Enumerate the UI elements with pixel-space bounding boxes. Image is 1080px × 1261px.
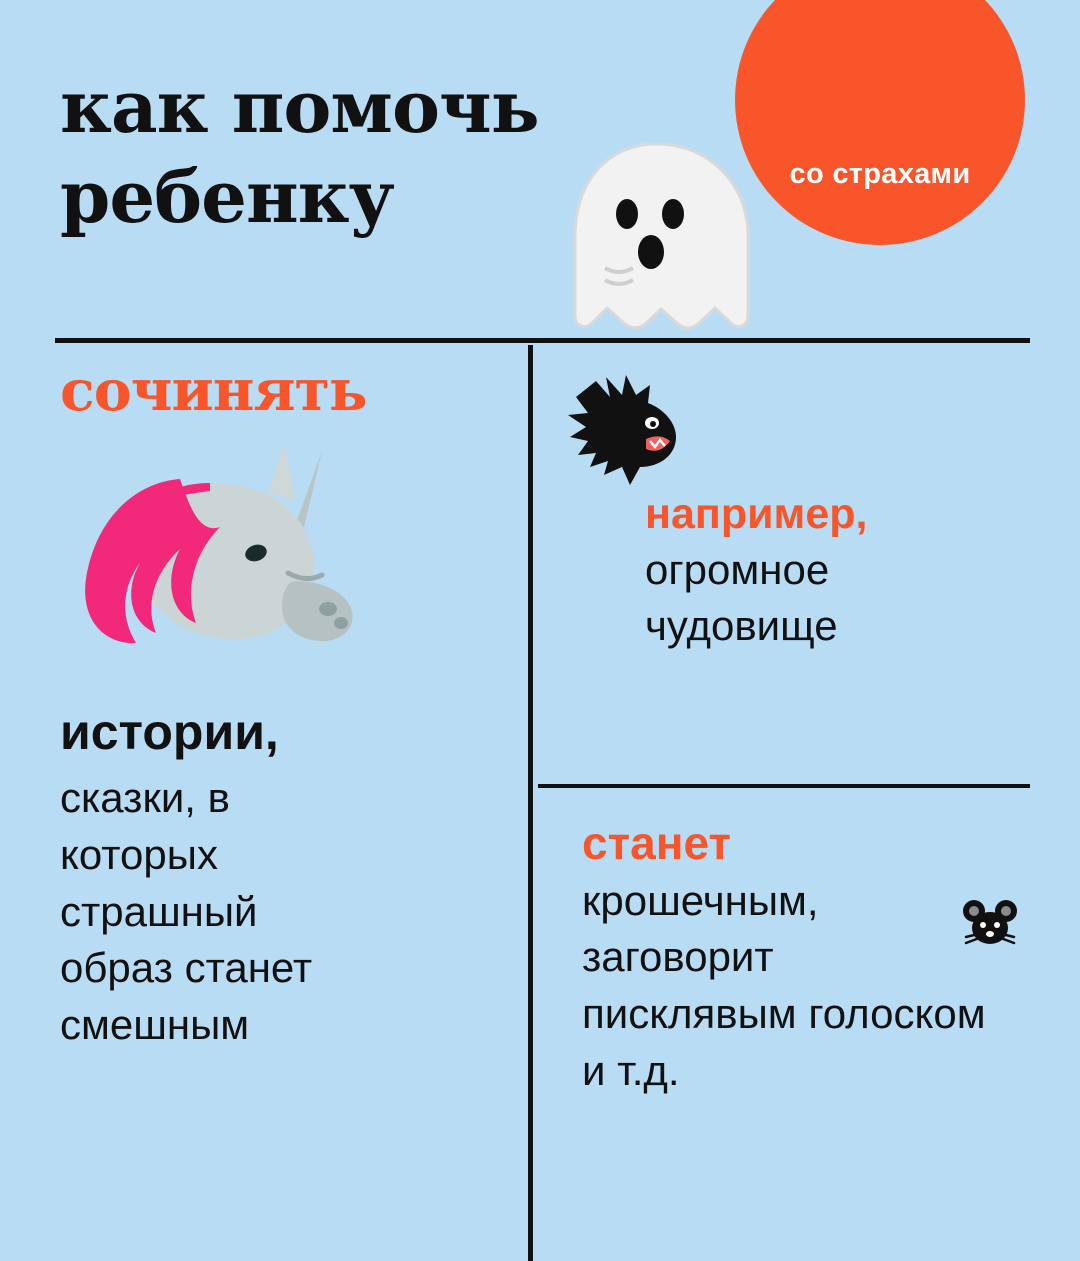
mouse-icon — [960, 897, 1020, 952]
horizontal-divider-right — [538, 784, 1030, 788]
poster-header — [0, 0, 1080, 330]
status-badge: со страхами — [789, 158, 971, 190]
orange-circle-badge — [735, 0, 1025, 245]
right-accent-2: станет — [582, 817, 731, 869]
left-body-text — [60, 770, 510, 1053]
unicorn-icon — [60, 431, 360, 661]
left-bold-text: истории, — [60, 703, 279, 760]
left-column — [60, 357, 510, 1054]
left-body-line-2: которых — [60, 830, 218, 878]
right-text-2-line-2: заговорит — [582, 933, 774, 981]
right-accent-1: например, — [645, 490, 868, 538]
left-heading: сочинять — [60, 357, 367, 424]
right-block-result — [582, 815, 1052, 1099]
left-body-line-5: смешным — [60, 1000, 250, 1048]
left-body-line-1: сказки, в — [60, 774, 230, 822]
monster-icon — [560, 375, 685, 495]
right-column — [560, 375, 1040, 1094]
vertical-divider — [528, 345, 533, 1261]
left-body-line-4: образ станет — [60, 944, 313, 992]
right-text-1-line-2: чудовище — [645, 602, 838, 650]
right-text-2-line-1: крошечным, — [582, 876, 819, 924]
ghost-icon — [545, 140, 770, 330]
right-block-example — [645, 488, 1040, 655]
right-text-1-line-1: огромное — [645, 545, 830, 593]
right-text-2-line-4: и т.д. — [582, 1046, 680, 1094]
title-line-1: как помочь — [60, 64, 539, 149]
left-body-line-3: страшный — [60, 887, 258, 935]
right-text-1 — [645, 542, 1040, 655]
title-line-2: ребенку — [60, 154, 394, 239]
right-text-2-line-3: писклявым голоском — [582, 989, 986, 1037]
horizontal-divider-top — [55, 338, 1030, 343]
